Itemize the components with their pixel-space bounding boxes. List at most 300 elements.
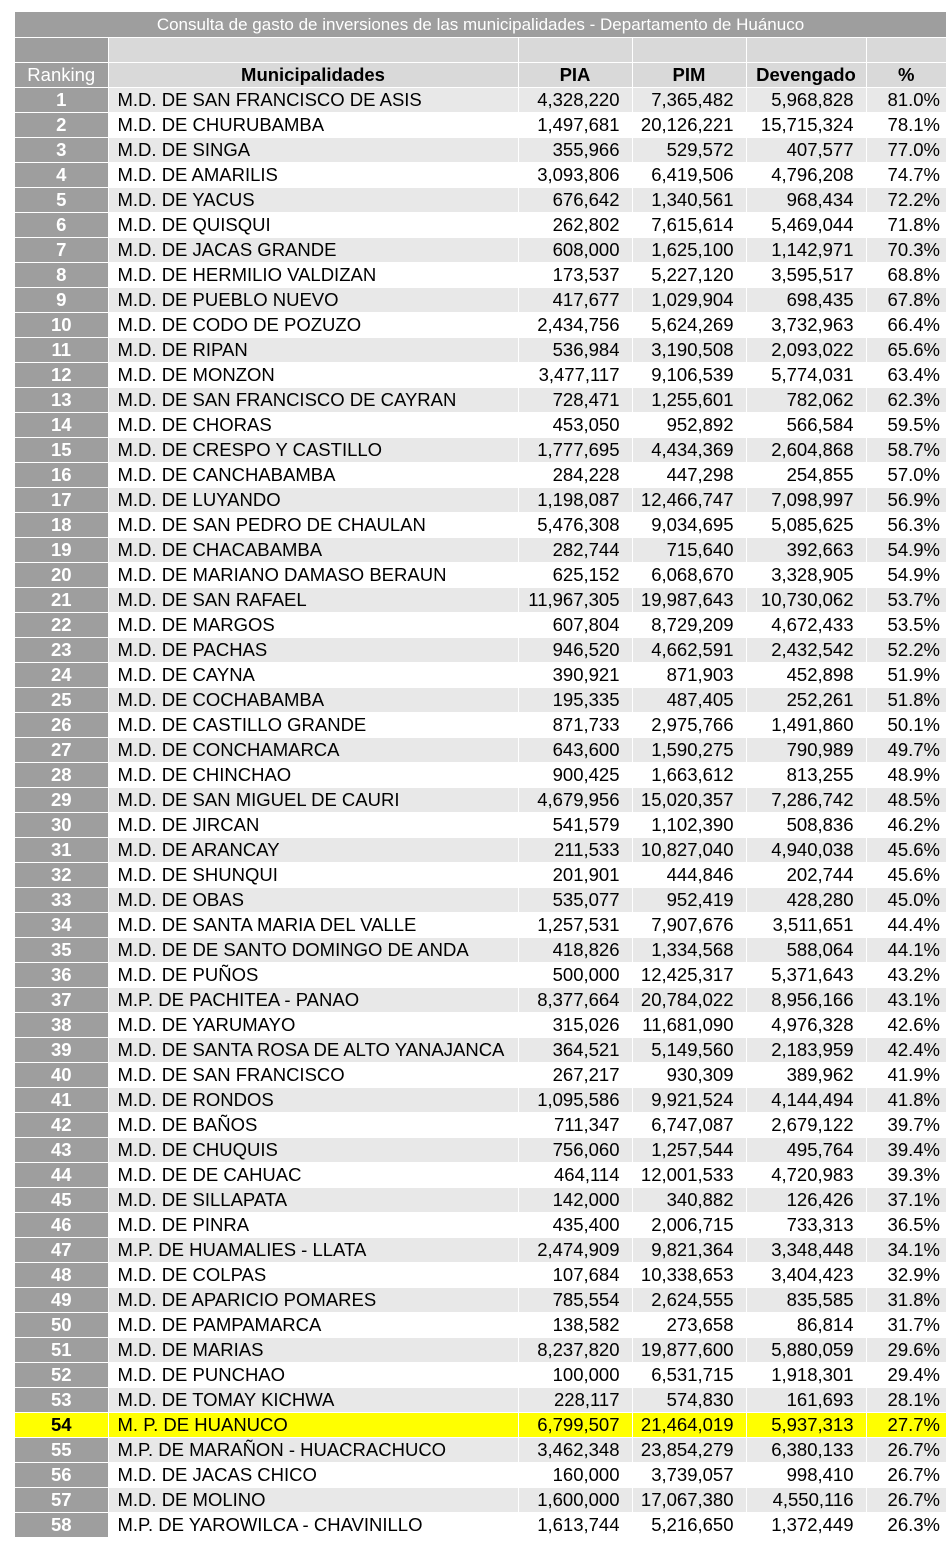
cell-pct: 27.7% [866,1413,946,1438]
cell-pim: 23,854,279 [632,1438,746,1463]
cell-pia: 364,521 [518,1038,632,1063]
table-row [15,1463,946,1488]
cell-pct: 44.4% [866,913,946,938]
cell-devengado: 3,732,963 [746,313,866,338]
cell-pia: 4,679,956 [518,788,632,813]
table-row [15,1413,946,1438]
table-row [15,1438,946,1463]
cell-pct: 44.1% [866,938,946,963]
table-row [15,1038,946,1063]
cell-devengado: 389,962 [746,1063,866,1088]
cell-pia: 228,117 [518,1388,632,1413]
cell-municipalidad: M.D. DE SAN MIGUEL DE CAURI [108,788,518,813]
cell-ranking: 51 [15,1338,108,1363]
cell-pct: 56.3% [866,513,946,538]
cell-municipalidad: M.D. DE TOMAY KICHWA [108,1388,518,1413]
cell-ranking: 21 [15,588,108,613]
header-pct: % [866,63,946,88]
cell-ranking: 2 [15,113,108,138]
cell-devengado: 7,286,742 [746,788,866,813]
cell-municipalidad: M.D. DE AMARILIS [108,163,518,188]
cell-pim: 447,298 [632,463,746,488]
table-row [15,388,946,413]
cell-pim: 2,975,766 [632,713,746,738]
cell-ranking: 16 [15,463,108,488]
cell-pim: 2,624,555 [632,1288,746,1313]
cell-ranking: 1 [15,88,108,113]
table-row [15,1238,946,1263]
table-row [15,188,946,213]
cell-municipalidad: M.D. DE SANTA ROSA DE ALTO YANAJANCA [108,1038,518,1063]
cell-pia: 211,533 [518,838,632,863]
cell-pia: 435,400 [518,1213,632,1238]
table-row [15,1388,946,1413]
header-devengado: Devengado [746,63,866,88]
cell-pct: 81.0% [866,88,946,113]
cell-ranking: 44 [15,1163,108,1188]
cell-pct: 71.8% [866,213,946,238]
cell-pia: 643,600 [518,738,632,763]
cell-pim: 7,907,676 [632,913,746,938]
cell-municipalidad: M.D. DE CHURUBAMBA [108,113,518,138]
cell-pct: 46.2% [866,813,946,838]
cell-pim: 487,405 [632,688,746,713]
cell-pct: 72.2% [866,188,946,213]
cell-devengado: 733,313 [746,1213,866,1238]
cell-devengado: 1,918,301 [746,1363,866,1388]
cell-pim: 19,877,600 [632,1338,746,1363]
cell-devengado: 6,380,133 [746,1438,866,1463]
cell-devengado: 5,371,643 [746,963,866,988]
table-row [15,1063,946,1088]
cell-devengado: 2,093,022 [746,338,866,363]
cell-pct: 43.1% [866,988,946,1013]
cell-pct: 67.8% [866,288,946,313]
cell-ranking: 18 [15,513,108,538]
cell-pim: 529,572 [632,138,746,163]
cell-municipalidad: M.P. DE HUAMALIES - LLATA [108,1238,518,1263]
cell-devengado: 998,410 [746,1463,866,1488]
cell-pim: 9,821,364 [632,1238,746,1263]
cell-pct: 57.0% [866,463,946,488]
cell-pia: 284,228 [518,463,632,488]
cell-pia: 1,613,744 [518,1513,632,1538]
cell-municipalidad: M.D. DE PAMPAMARCA [108,1313,518,1338]
cell-ranking: 20 [15,563,108,588]
table-row [15,538,946,563]
cell-pim: 273,658 [632,1313,746,1338]
table-row [15,988,946,1013]
cell-pim: 871,903 [632,663,746,688]
cell-devengado: 8,956,166 [746,988,866,1013]
cell-pct: 56.9% [866,488,946,513]
cell-ranking: 15 [15,438,108,463]
table-row [15,663,946,688]
cell-pia: 390,921 [518,663,632,688]
cell-pct: 31.7% [866,1313,946,1338]
column-header-row [15,63,946,88]
cell-ranking: 42 [15,1113,108,1138]
cell-municipalidad: M.D. DE PUEBLO NUEVO [108,288,518,313]
cell-pct: 45.6% [866,863,946,888]
cell-municipalidad: M.D. DE RONDOS [108,1088,518,1113]
cell-devengado: 7,098,997 [746,488,866,513]
table-row [15,238,946,263]
cell-pct: 26.7% [866,1438,946,1463]
cell-municipalidad: M.D. DE SINGA [108,138,518,163]
cell-pia: 464,114 [518,1163,632,1188]
cell-pct: 26.7% [866,1488,946,1513]
cell-pia: 6,799,507 [518,1413,632,1438]
cell-pia: 3,477,117 [518,363,632,388]
table-row [15,1013,946,1038]
cell-municipalidad: M.D. DE JACAS CHICO [108,1463,518,1488]
table-row [15,1263,946,1288]
cell-devengado: 566,584 [746,413,866,438]
cell-ranking: 24 [15,663,108,688]
cell-pct: 65.6% [866,338,946,363]
table-row [15,113,946,138]
cell-pct: 50.1% [866,713,946,738]
cell-ranking: 49 [15,1288,108,1313]
cell-pia: 3,462,348 [518,1438,632,1463]
spending-table [15,38,946,1538]
cell-devengado: 2,679,122 [746,1113,866,1138]
cell-pct: 41.8% [866,1088,946,1113]
table-row [15,213,946,238]
cell-pia: 201,901 [518,863,632,888]
cell-pia: 4,328,220 [518,88,632,113]
cell-municipalidad: M.P. DE PACHITEA - PANAO [108,988,518,1013]
cell-pia: 142,000 [518,1188,632,1213]
cell-pct: 39.4% [866,1138,946,1163]
cell-municipalidad: M.D. DE SAN PEDRO DE CHAULAN [108,513,518,538]
cell-ranking: 25 [15,688,108,713]
table-row [15,913,946,938]
table-row [15,338,946,363]
cell-devengado: 5,469,044 [746,213,866,238]
cell-pia: 785,554 [518,1288,632,1313]
cell-devengado: 252,261 [746,688,866,713]
cell-devengado: 3,328,905 [746,563,866,588]
cell-pim: 6,419,506 [632,163,746,188]
cell-pim: 574,830 [632,1388,746,1413]
cell-pia: 1,198,087 [518,488,632,513]
cell-municipalidad: M.D. DE SAN FRANCISCO DE ASIS [108,88,518,113]
cell-pim: 2,006,715 [632,1213,746,1238]
cell-municipalidad: M.D. DE RIPAN [108,338,518,363]
cell-pct: 41.9% [866,1063,946,1088]
cell-municipalidad: M.D. DE JACAS GRANDE [108,238,518,263]
cell-pct: 45.0% [866,888,946,913]
cell-pia: 541,579 [518,813,632,838]
cell-pim: 1,029,904 [632,288,746,313]
cell-ranking: 35 [15,938,108,963]
cell-municipalidad: M.D. DE PUNCHAO [108,1363,518,1388]
cell-pia: 282,744 [518,538,632,563]
cell-municipalidad: M.D. DE ARANCAY [108,838,518,863]
table-row [15,1313,946,1338]
cell-municipalidad: M.D. DE PUÑOS [108,963,518,988]
cell-pia: 2,434,756 [518,313,632,338]
cell-pct: 42.6% [866,1013,946,1038]
cell-ranking: 34 [15,913,108,938]
cell-pim: 9,106,539 [632,363,746,388]
cell-pia: 1,600,000 [518,1488,632,1513]
table-row [15,1338,946,1363]
table-row [15,1488,946,1513]
cell-municipalidad: M.D. DE JIRCAN [108,813,518,838]
cell-pia: 107,684 [518,1263,632,1288]
cell-pct: 48.5% [866,788,946,813]
cell-devengado: 968,434 [746,188,866,213]
cell-pim: 4,434,369 [632,438,746,463]
cell-pct: 37.1% [866,1188,946,1213]
cell-pim: 715,640 [632,538,746,563]
cell-pim: 1,625,100 [632,238,746,263]
cell-ranking: 55 [15,1438,108,1463]
table-row [15,963,946,988]
cell-devengado: 1,372,449 [746,1513,866,1538]
table-row [15,788,946,813]
cell-pia: 417,677 [518,288,632,313]
cell-ranking: 33 [15,888,108,913]
cell-pia: 1,095,586 [518,1088,632,1113]
cell-ranking: 22 [15,613,108,638]
cell-devengado: 4,672,433 [746,613,866,638]
cell-devengado: 3,404,423 [746,1263,866,1288]
table-row [15,163,946,188]
cell-pia: 195,335 [518,688,632,713]
cell-pia: 262,802 [518,213,632,238]
table-row [15,88,946,113]
cell-devengado: 4,550,116 [746,1488,866,1513]
cell-pim: 19,987,643 [632,588,746,613]
cell-pim: 4,662,591 [632,638,746,663]
cell-municipalidad: M.D. DE MONZON [108,363,518,388]
cell-pia: 1,497,681 [518,113,632,138]
cell-devengado: 2,183,959 [746,1038,866,1063]
cell-ranking: 52 [15,1363,108,1388]
cell-devengado: 452,898 [746,663,866,688]
cell-pim: 7,615,614 [632,213,746,238]
cell-devengado: 4,796,208 [746,163,866,188]
cell-pim: 12,001,533 [632,1163,746,1188]
table-row [15,488,946,513]
table-row [15,1288,946,1313]
cell-pia: 676,642 [518,188,632,213]
cell-devengado: 254,855 [746,463,866,488]
cell-devengado: 508,836 [746,813,866,838]
cell-pim: 930,309 [632,1063,746,1088]
cell-ranking: 37 [15,988,108,1013]
table-row [15,613,946,638]
cell-ranking: 39 [15,1038,108,1063]
cell-ranking: 29 [15,788,108,813]
cell-municipalidad: M.D. DE CODO DE POZUZO [108,313,518,338]
cell-devengado: 835,585 [746,1288,866,1313]
cell-pia: 2,474,909 [518,1238,632,1263]
cell-municipalidad: M.D. DE APARICIO POMARES [108,1288,518,1313]
cell-pim: 6,747,087 [632,1113,746,1138]
cell-pia: 536,984 [518,338,632,363]
cell-pct: 54.9% [866,538,946,563]
table-row [15,713,946,738]
table-row [15,288,946,313]
cell-pct: 74.7% [866,163,946,188]
table-row [15,438,946,463]
cell-municipalidad: M.D. DE PACHAS [108,638,518,663]
cell-ranking: 43 [15,1138,108,1163]
cell-devengado: 3,595,517 [746,263,866,288]
cell-pia: 3,093,806 [518,163,632,188]
cell-devengado: 161,693 [746,1388,866,1413]
cell-pct: 59.5% [866,413,946,438]
cell-municipalidad: M.D. DE CAYNA [108,663,518,688]
cell-ranking: 32 [15,863,108,888]
cell-pim: 1,663,612 [632,763,746,788]
cell-ranking: 26 [15,713,108,738]
cell-ranking: 17 [15,488,108,513]
cell-municipalidad: M.D. DE BAÑOS [108,1113,518,1138]
cell-municipalidad: M.P. DE MARAÑON - HUACRACHUCO [108,1438,518,1463]
cell-pct: 45.6% [866,838,946,863]
cell-ranking: 11 [15,338,108,363]
cell-pct: 54.9% [866,563,946,588]
table-row [15,1088,946,1113]
cell-ranking: 45 [15,1188,108,1213]
cell-pim: 1,255,601 [632,388,746,413]
cell-municipalidad: M.D. DE SAN FRANCISCO [108,1063,518,1088]
cell-devengado: 5,968,828 [746,88,866,113]
cell-ranking: 58 [15,1513,108,1538]
cell-municipalidad: M.D. DE SHUNQUI [108,863,518,888]
cell-pim: 1,590,275 [632,738,746,763]
table-row [15,363,946,388]
cell-pim: 9,921,524 [632,1088,746,1113]
table-row [15,738,946,763]
cell-pct: 32.9% [866,1263,946,1288]
cell-pia: 625,152 [518,563,632,588]
cell-pia: 5,476,308 [518,513,632,538]
header-ranking: Ranking [15,63,108,88]
table-row [15,863,946,888]
cell-ranking: 36 [15,963,108,988]
cell-municipalidad: M.D. DE QUISQUI [108,213,518,238]
table-row [15,688,946,713]
cell-pim: 1,334,568 [632,938,746,963]
header-municipalidades: Municipalidades [108,63,518,88]
cell-pia: 453,050 [518,413,632,438]
cell-pim: 12,425,317 [632,963,746,988]
table-row [15,1188,946,1213]
cell-municipalidad: M.D. DE DE SANTO DOMINGO DE ANDA [108,938,518,963]
cell-pim: 952,419 [632,888,746,913]
cell-pim: 3,739,057 [632,1463,746,1488]
cell-municipalidad: M.D. DE CANCHABAMBA [108,463,518,488]
cell-ranking: 40 [15,1063,108,1088]
cell-ranking: 14 [15,413,108,438]
cell-ranking: 9 [15,288,108,313]
cell-municipalidad: M.D. DE MARGOS [108,613,518,638]
cell-devengado: 407,577 [746,138,866,163]
cell-municipalidad: M.D. DE MARIANO DAMASO BERAUN [108,563,518,588]
cell-pct: 62.3% [866,388,946,413]
cell-ranking: 57 [15,1488,108,1513]
cell-pct: 51.8% [866,688,946,713]
cell-pct: 51.9% [866,663,946,688]
header-pia: PIA [518,63,632,88]
cell-ranking: 3 [15,138,108,163]
table-row [15,838,946,863]
cell-ranking: 4 [15,163,108,188]
cell-pim: 340,882 [632,1188,746,1213]
table-row [15,588,946,613]
cell-pct: 42.4% [866,1038,946,1063]
table-row [15,563,946,588]
cell-pim: 952,892 [632,413,746,438]
cell-pct: 39.3% [866,1163,946,1188]
cell-pim: 20,784,022 [632,988,746,1013]
cell-devengado: 4,720,983 [746,1163,866,1188]
cell-municipalidad: M.D. DE YACUS [108,188,518,213]
spending-table-container [15,12,946,1538]
cell-pim: 12,466,747 [632,488,746,513]
cell-pia: 8,377,664 [518,988,632,1013]
cell-pct: 63.4% [866,363,946,388]
table-row [15,938,946,963]
cell-pim: 7,365,482 [632,88,746,113]
cell-municipalidad: M.D. DE DE CAHUAC [108,1163,518,1188]
cell-devengado: 126,426 [746,1188,866,1213]
cell-pim: 10,338,653 [632,1263,746,1288]
cell-pct: 43.2% [866,963,946,988]
cell-devengado: 3,348,448 [746,1238,866,1263]
cell-devengado: 698,435 [746,288,866,313]
cell-pct: 36.5% [866,1213,946,1238]
table-row [15,1138,946,1163]
cell-pia: 173,537 [518,263,632,288]
cell-pim: 3,190,508 [632,338,746,363]
cell-ranking: 23 [15,638,108,663]
cell-pim: 1,257,544 [632,1138,746,1163]
cell-devengado: 782,062 [746,388,866,413]
cell-pia: 1,257,531 [518,913,632,938]
cell-devengado: 10,730,062 [746,588,866,613]
cell-pct: 77.0% [866,138,946,163]
cell-pct: 66.4% [866,313,946,338]
cell-pim: 1,340,561 [632,188,746,213]
table-row [15,1513,946,1538]
cell-municipalidad: M.D. DE CHINCHAO [108,763,518,788]
table-row [15,1113,946,1138]
cell-devengado: 2,604,868 [746,438,866,463]
cell-devengado: 202,744 [746,863,866,888]
cell-ranking: 48 [15,1263,108,1288]
blank-header-row [15,38,946,63]
cell-pct: 29.6% [866,1338,946,1363]
header-pim: PIM [632,63,746,88]
cell-pct: 52.2% [866,638,946,663]
table-row [15,463,946,488]
cell-municipalidad: M.D. DE HERMILIO VALDIZAN [108,263,518,288]
cell-ranking: 54 [15,1413,108,1438]
cell-pia: 8,237,820 [518,1338,632,1363]
cell-ranking: 12 [15,363,108,388]
cell-pim: 444,846 [632,863,746,888]
cell-devengado: 790,989 [746,738,866,763]
cell-pct: 26.3% [866,1513,946,1538]
